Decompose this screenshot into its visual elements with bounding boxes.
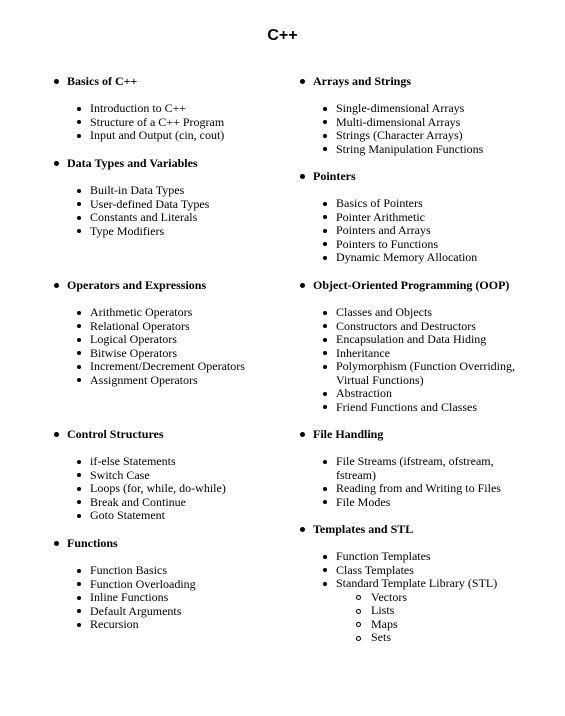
list-item-text: Standard Template Library (STL) — [336, 576, 498, 590]
list-item — [299, 550, 526, 564]
list-item-text: Default Arguments — [90, 603, 182, 618]
list-item-text: Bitwise Operators — [90, 345, 177, 360]
list-item — [53, 333, 245, 347]
list-item — [299, 347, 526, 361]
list-item — [53, 347, 245, 361]
bullet-icon — [300, 79, 305, 84]
section-heading-text: File Handling — [313, 427, 384, 441]
list-item — [53, 374, 245, 388]
section-heading-text: Templates and STL — [313, 522, 414, 536]
bullet-icon — [323, 134, 327, 138]
list-item-text: Function Overloading — [90, 576, 196, 591]
list-item — [53, 591, 196, 605]
section-heading — [299, 74, 526, 89]
sub-list-item-text: Sets — [371, 630, 392, 644]
list-item — [53, 129, 224, 143]
list-item-text: Constants and Literals — [90, 210, 198, 224]
bullet-icon — [323, 338, 327, 342]
bullet-icon — [323, 365, 327, 369]
list-item-text: Arithmetic Operators — [90, 305, 193, 319]
bullet-icon — [77, 582, 81, 586]
list-item — [53, 564, 196, 578]
circle-bullet-icon — [356, 595, 361, 600]
bullet-icon — [77, 460, 81, 464]
topic-list — [53, 102, 224, 143]
section-heading — [53, 278, 245, 293]
bullet-icon — [323, 256, 327, 260]
bullet-icon — [77, 134, 81, 138]
section-heading-text: Basics of C++ — [67, 74, 138, 88]
bullet-icon — [77, 378, 81, 382]
section — [53, 156, 209, 238]
section-heading — [53, 536, 196, 551]
sub-list-item — [336, 618, 526, 632]
bullet-icon — [323, 500, 327, 504]
bullet-icon — [323, 568, 327, 572]
topic-list — [53, 455, 226, 523]
section — [299, 169, 526, 265]
list-item-text: Friend Functions and Classes — [336, 399, 477, 414]
sub-list-item-text: Vectors — [371, 589, 407, 604]
list-item-text: Input and Output (cin, cout) — [90, 128, 225, 142]
topic-list — [299, 306, 526, 414]
bullet-icon — [77, 189, 81, 193]
bullet-icon — [77, 216, 81, 220]
list-item-text: Function Basics — [90, 563, 167, 577]
list-item — [299, 401, 526, 415]
bullet-icon — [77, 500, 81, 504]
bullet-icon — [77, 107, 81, 111]
list-item — [299, 143, 526, 157]
bullet-icon — [323, 147, 327, 151]
section-heading — [53, 156, 209, 171]
list-item-text: Goto Statement — [90, 508, 165, 522]
list-item-text: File Modes — [336, 494, 391, 509]
list-item-text: Encapsulation and Data Hiding — [336, 332, 487, 346]
topic-list — [53, 306, 245, 387]
bullet-icon — [323, 107, 327, 111]
list-item-text: User-defined Data Types — [90, 196, 210, 211]
list-item — [299, 455, 526, 482]
list-item-text: Polymorphism (Function Overriding, Virtual Functions) — [336, 359, 515, 387]
bullet-icon — [77, 514, 81, 518]
list-item-text: Logical Operators — [90, 332, 177, 346]
section — [53, 427, 226, 523]
list-item-text: Increment/Decrement Operators — [90, 359, 245, 373]
bullet-icon — [77, 202, 81, 206]
bullet-icon — [77, 623, 81, 627]
list-item-text: Break and Continue — [90, 494, 186, 509]
bullet-icon — [323, 351, 327, 355]
list-item-text: Function Templates — [336, 549, 431, 563]
section — [299, 278, 526, 414]
bullet-icon — [323, 405, 327, 409]
list-item — [299, 197, 526, 211]
list-item — [299, 320, 526, 334]
list-item-text: Relational Operators — [90, 318, 190, 333]
circle-bullet-icon — [356, 609, 361, 614]
list-item — [53, 198, 209, 212]
bullet-icon — [323, 582, 327, 586]
bullet-icon — [323, 555, 327, 559]
bullet-icon — [323, 242, 327, 246]
list-item — [53, 605, 196, 619]
list-item-text: Strings (Character Arrays) — [336, 128, 463, 142]
list-item-text: Classes and Objects — [336, 305, 432, 319]
list-item-text: Pointers to Functions — [336, 236, 439, 251]
bullet-icon — [54, 283, 59, 288]
list-item — [299, 129, 526, 143]
list-item — [53, 306, 245, 320]
list-item — [299, 577, 526, 645]
section-heading — [53, 74, 224, 89]
topic-list — [299, 102, 526, 156]
section-heading-text: Arrays and Strings — [313, 74, 412, 88]
bullet-icon — [323, 229, 327, 233]
page-title: C++ — [267, 27, 298, 44]
bullet-icon — [77, 596, 81, 600]
bullet-icon — [77, 120, 81, 124]
list-item-text: Pointers and Arrays — [336, 223, 431, 237]
bullet-icon — [54, 161, 59, 166]
section — [53, 74, 224, 143]
list-item — [299, 564, 526, 578]
bullet-icon — [300, 527, 305, 532]
bullet-icon — [300, 432, 305, 437]
list-item — [53, 116, 224, 130]
bullet-icon — [323, 460, 327, 464]
bullet-icon — [323, 120, 327, 124]
list-item — [53, 225, 209, 239]
sub-list-item-text: Lists — [371, 603, 395, 617]
list-item — [53, 496, 226, 510]
sub-list-item — [336, 591, 526, 605]
list-item — [53, 482, 226, 496]
section — [299, 74, 526, 156]
section — [299, 522, 526, 645]
bullet-icon — [323, 202, 327, 206]
bullet-icon — [54, 432, 59, 437]
bullet-icon — [323, 324, 327, 328]
topic-list — [53, 564, 196, 632]
bullet-icon — [54, 79, 59, 84]
bullet-icon — [77, 487, 81, 491]
list-item-text: Type Modifiers — [90, 223, 165, 238]
list-item-text: Inline Functions — [90, 590, 169, 604]
bullet-icon — [323, 311, 327, 315]
bullet-icon — [77, 569, 81, 573]
list-item — [299, 116, 526, 130]
circle-bullet-icon — [356, 636, 361, 641]
list-item — [53, 509, 226, 523]
section — [299, 427, 526, 509]
list-item — [53, 184, 209, 198]
list-item — [53, 211, 209, 225]
list-item-text: Assignment Operators — [90, 372, 198, 387]
section-heading — [299, 522, 526, 537]
list-item — [299, 224, 526, 238]
sub-list — [336, 591, 526, 645]
list-item — [53, 320, 245, 334]
list-item — [299, 251, 526, 265]
list-item — [53, 618, 196, 632]
list-item-text: Inheritance — [336, 345, 390, 360]
list-item-text: Introduction to C++ — [90, 101, 187, 115]
circle-bullet-icon — [356, 622, 361, 627]
list-item-text: Single-dimensional Arrays — [336, 101, 465, 115]
list-item-text: File Streams (ifstream, ofstream, fstream) — [336, 454, 494, 482]
list-item-text: Loops (for, while, do-while) — [90, 481, 226, 495]
sub-list-item — [336, 631, 526, 645]
list-item — [299, 482, 526, 496]
bullet-icon — [77, 473, 81, 477]
list-item-text: Constructors and Destructors — [336, 318, 476, 333]
list-item-text: Switch Case — [90, 467, 150, 482]
list-item-text: String Manipulation Functions — [336, 141, 484, 156]
list-item-text: Abstraction — [336, 386, 392, 400]
bullet-icon — [77, 311, 81, 315]
list-item-text: Pointer Arithmetic — [336, 209, 425, 224]
section — [53, 536, 196, 632]
topic-list — [299, 197, 526, 265]
section-heading — [53, 427, 226, 442]
bullet-icon — [54, 541, 59, 546]
list-item — [53, 578, 196, 592]
section — [53, 278, 245, 387]
list-item — [299, 496, 526, 510]
list-item-text: if-else Statements — [90, 454, 176, 468]
list-item — [53, 360, 245, 374]
topic-list — [299, 455, 526, 509]
section-heading-text: Operators and Expressions — [67, 278, 207, 292]
bullet-icon — [323, 392, 327, 396]
bullet-icon — [77, 351, 81, 355]
list-item-text: Basics of Pointers — [336, 196, 423, 210]
list-item — [299, 387, 526, 401]
section-heading — [299, 169, 526, 184]
bullet-icon — [323, 215, 327, 219]
list-item-text: Structure of a C++ Program — [90, 114, 225, 129]
sub-list-item-text: Maps — [371, 616, 398, 631]
bullet-icon — [300, 174, 305, 179]
bullet-icon — [77, 229, 81, 233]
list-item-text: Class Templates — [336, 562, 414, 577]
list-item — [299, 333, 526, 347]
section-heading-text: Data Types and Variables — [67, 156, 198, 170]
topic-list — [299, 550, 526, 645]
section-heading — [299, 278, 526, 293]
list-item-text: Dynamic Memory Allocation — [336, 250, 478, 264]
list-item — [53, 469, 226, 483]
list-item-text: Built-in Data Types — [90, 183, 185, 197]
bullet-icon — [77, 324, 81, 328]
list-item — [53, 455, 226, 469]
section-heading-text: Object-Oriented Programming (OOP) — [313, 278, 510, 292]
section-heading — [299, 427, 526, 442]
topic-list — [53, 184, 209, 238]
section-heading-text: Control Structures — [67, 427, 164, 441]
sub-list-item — [336, 604, 526, 618]
bullet-icon — [77, 338, 81, 342]
list-item — [299, 238, 526, 252]
section-heading-text: Functions — [67, 536, 118, 550]
bullet-icon — [77, 365, 81, 369]
list-item-text: Reading from and Writing to Files — [336, 481, 501, 495]
list-item — [299, 360, 526, 387]
list-item-text: Multi-dimensional Arrays — [336, 114, 461, 129]
section-heading-text: Pointers — [313, 169, 356, 183]
list-item — [299, 306, 526, 320]
list-item-text: Recursion — [90, 617, 139, 631]
bullet-icon — [300, 283, 305, 288]
bullet-icon — [77, 609, 81, 613]
list-item — [53, 102, 224, 116]
list-item — [299, 211, 526, 225]
list-item — [299, 102, 526, 116]
bullet-icon — [323, 487, 327, 491]
